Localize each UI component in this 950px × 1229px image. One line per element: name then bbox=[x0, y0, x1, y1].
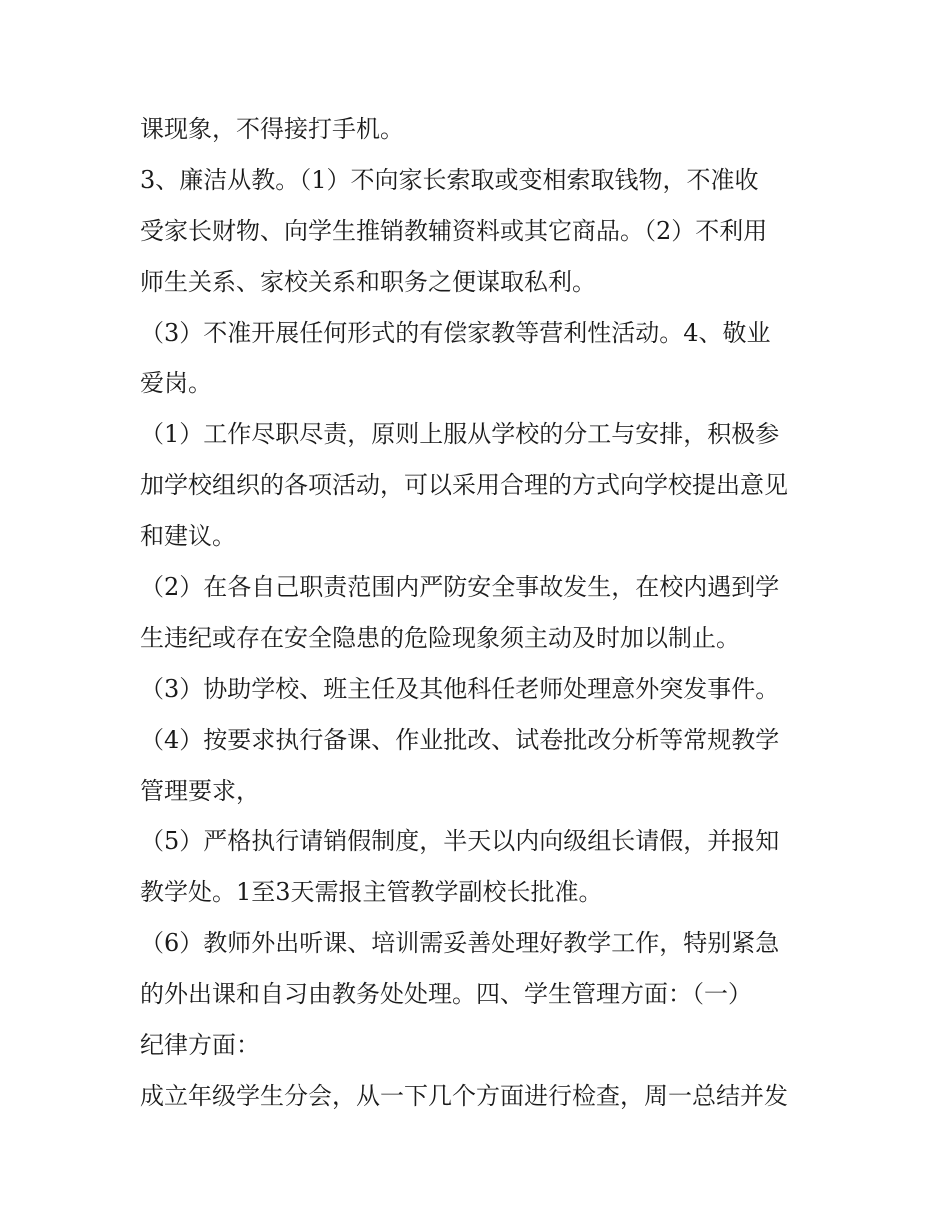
text-line: 受家长财物、向学生推销教辅资料或其它商品。（2）不利用 bbox=[140, 216, 768, 245]
text-line: 成立年级学生分会，从一下几个方面进行检查，周一总结并发 bbox=[140, 1081, 788, 1110]
text-line: 生违纪或存在安全隐患的危险现象须主动及时加以制止。 bbox=[140, 623, 740, 652]
text-line: 课现象，不得接打手机。 bbox=[140, 115, 404, 143]
text-line: （6）教师外出听课、培训需妥善处理好教学工作，特别紧急 bbox=[140, 929, 780, 958]
text-line: （1）工作尽职尽责，原则上服从学校的分工与安排，积极参 bbox=[140, 420, 780, 449]
text-line: （3）协助学校、班主任及其他科任老师处理意外突发事件。 bbox=[140, 674, 780, 703]
text-line: 教学处。1至3天需报主管教学副校长批准。 bbox=[140, 878, 603, 907]
text-line: 管理要求， bbox=[140, 776, 260, 805]
text-line: （3）不准开展任何形式的有偿家教等营利性活动。4、敬业 bbox=[140, 318, 771, 347]
text-line: 加学校组织的各项活动，可以采用合理的方式向学校提出意见 bbox=[140, 471, 788, 500]
text-line: （5）严格执行请销假制度，半天以内向级组长请假，并报知 bbox=[140, 827, 780, 856]
text-line: 3、廉洁从教。（1）不向家长索取或变相索取钱物，不准收 bbox=[140, 165, 759, 194]
text-line: （4）按要求执行备课、作业批改、试卷批改分析等常规教学 bbox=[140, 725, 780, 754]
document-body bbox=[140, 104, 830, 1122]
text-line: 爱岗。 bbox=[140, 369, 212, 398]
text-line: 的外出课和自习由教务处处理。四、学生管理方面：（一） bbox=[140, 980, 752, 1009]
text-line: 师生关系、家校关系和职务之便谋取私利。 bbox=[140, 267, 596, 296]
text-line: 和建议。 bbox=[140, 522, 236, 551]
text-line: （2）在各自己职责范围内严防安全事故发生，在校内遇到学 bbox=[140, 573, 780, 602]
text-line: 纪律方面： bbox=[140, 1031, 260, 1060]
